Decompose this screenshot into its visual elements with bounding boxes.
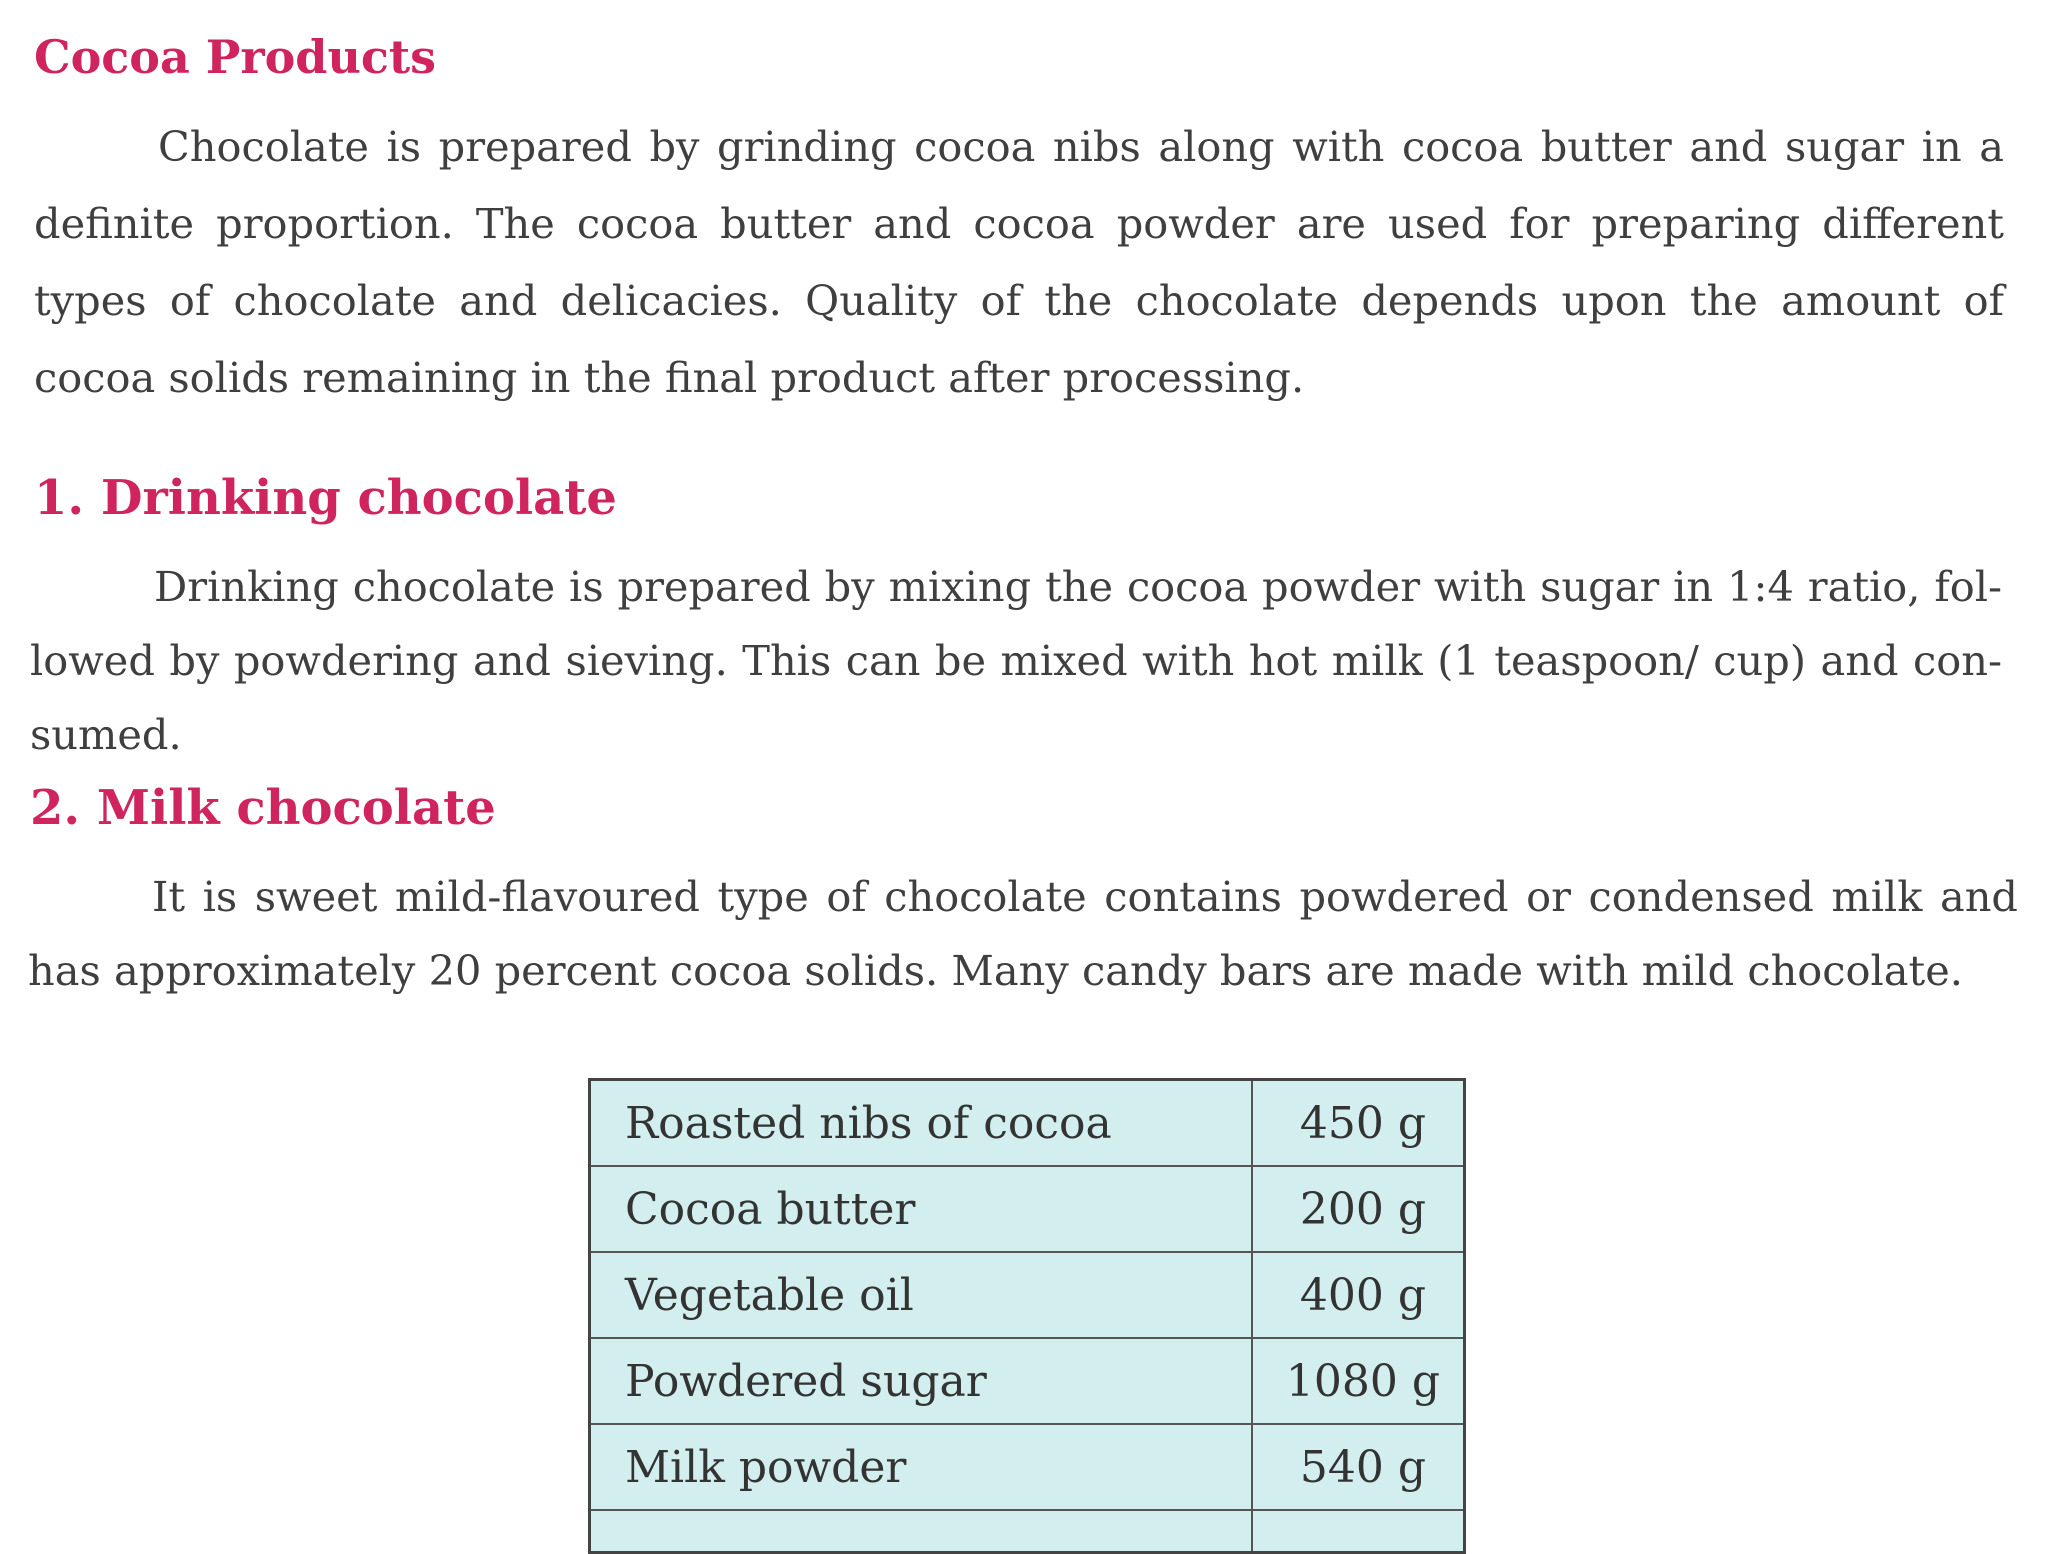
intro-paragraph: Chocolate is prepared by grinding cocoa nibs along with cocoa butter and sugar in a definite proportion. The cocoa butter and cocoa powder are used for preparing different types of chocolate and delicacies. Quality of the chocolate depends upon the amount of cocoa solids remaining in the final product after processing. <box>34 122 2004 402</box>
table-row <box>590 1080 1465 1167</box>
table-row-cut-off <box>590 1510 1465 1553</box>
ingredients-table <box>588 1078 1466 1554</box>
ingredient-name: Cocoa butter <box>590 1166 1253 1252</box>
section-body-drinking-chocolate: Drinking chocolate is prepared by mixing the cocoa powder with sugar in 1:4 ratio, fol-lowed by powdering and sieving. This can be mixed with hot milk (1 teaspoon/ cup) and con-sumed. <box>30 562 2002 759</box>
ingredient-quantity: 400 g <box>1252 1252 1465 1338</box>
ingredient-name: Vegetable oil <box>590 1252 1253 1338</box>
ingredient-quantity-cut-off <box>1252 1510 1465 1553</box>
ingredient-name: Milk powder <box>590 1424 1253 1510</box>
section-heading-drinking-chocolate: 1. Drinking chocolate <box>34 470 617 526</box>
table-row <box>590 1338 1465 1424</box>
section-body-milk-chocolate: It is sweet mild-flavoured type of chocolate contains powdered or condensed milk and has approximately 20 percent cocoa solids. Many candy bars are made with mild chocolate. <box>28 872 2018 995</box>
ingredient-name-cut-off <box>590 1510 1253 1553</box>
ingredient-quantity: 540 g <box>1252 1424 1465 1510</box>
ingredient-quantity: 200 g <box>1252 1166 1465 1252</box>
table-row <box>590 1424 1465 1510</box>
table-row <box>590 1166 1465 1252</box>
page-title: Cocoa Products <box>34 30 437 84</box>
ingredient-name: Roasted nibs of cocoa <box>590 1080 1253 1167</box>
ingredient-quantity: 450 g <box>1252 1080 1465 1167</box>
ingredient-name: Powdered sugar <box>590 1338 1253 1424</box>
table-row <box>590 1252 1465 1338</box>
ingredient-quantity: 1080 g <box>1252 1338 1465 1424</box>
section-heading-milk-chocolate: 2. Milk chocolate <box>30 780 496 836</box>
